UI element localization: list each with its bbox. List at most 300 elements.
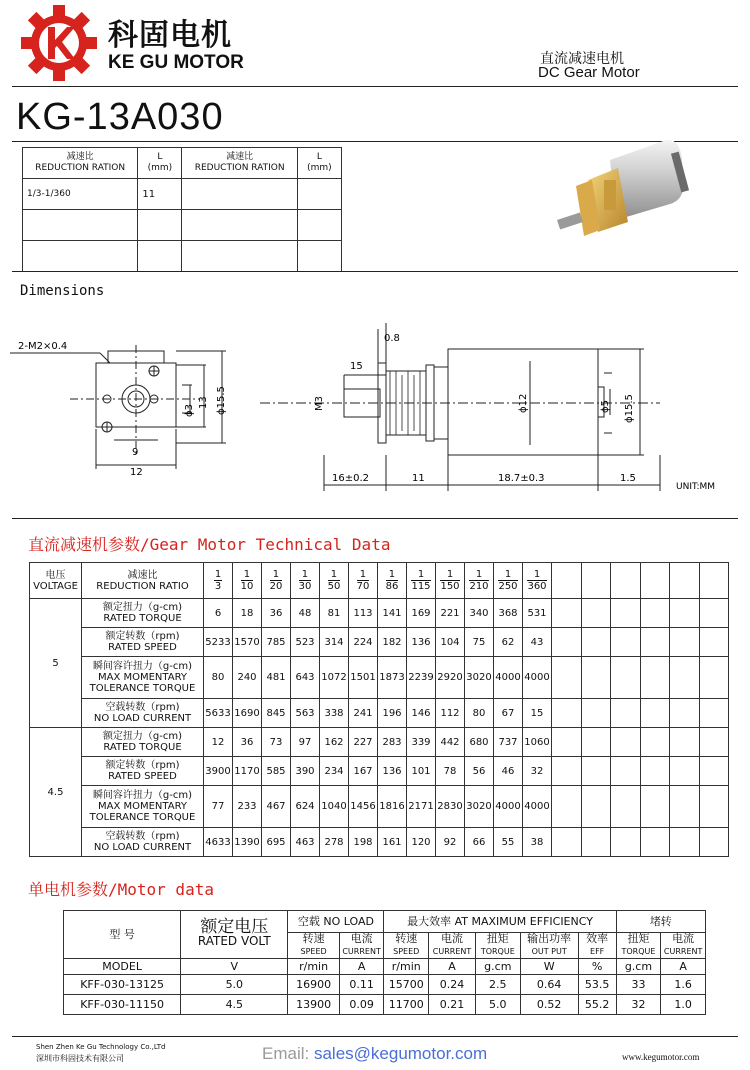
current-unit: A	[339, 959, 384, 975]
ratio-numerator: 1	[357, 569, 370, 581]
product-type-cn: 直流减速电机	[540, 51, 624, 67]
website-link[interactable]: www.kegumotor.com	[622, 1052, 700, 1062]
value-cell: 680	[465, 728, 494, 757]
dim-15b: 1.5	[620, 473, 636, 484]
product-photo	[548, 120, 698, 260]
voltage-cell: 5	[30, 599, 82, 728]
value-cell: 1060	[523, 728, 552, 757]
param-label-line: RATED SPEED	[108, 642, 177, 653]
value-cell: 737	[494, 728, 523, 757]
max-eff-header: 最大效率 AT MAXIMUM EFFICIENCY	[384, 911, 616, 933]
ratio-denominator: 20	[269, 581, 283, 592]
empty-cell	[552, 657, 582, 699]
table-row	[64, 995, 706, 1015]
speed-header-en: SPEED	[300, 947, 327, 956]
value-cell: 563	[291, 699, 320, 728]
ratio-denominator: 250	[498, 581, 518, 592]
ratio-header-en: REDUCTION RATION	[35, 163, 126, 173]
value-cell: 240	[233, 657, 262, 699]
table-row	[23, 148, 342, 179]
stall-current-cell: 1.0	[661, 995, 706, 1015]
value-cell: 136	[378, 757, 407, 786]
ratio-numerator: 1	[386, 569, 399, 581]
empty-cell	[670, 599, 700, 628]
eff-current-cell: 0.21	[429, 995, 476, 1015]
value-cell: 2239	[407, 657, 436, 699]
speed-header-en: SPEED	[393, 947, 420, 956]
nl-current-cell: 0.09	[339, 995, 384, 1015]
table-row	[64, 911, 706, 933]
empty-col-header	[670, 563, 700, 599]
empty-cell	[581, 728, 611, 757]
value-cell: 81	[320, 599, 349, 628]
value-cell: 233	[233, 786, 262, 828]
eff-speed-cell: 11700	[384, 995, 429, 1015]
value-cell: 241	[349, 699, 378, 728]
value-cell: 390	[291, 757, 320, 786]
current-unit: A	[429, 959, 476, 975]
value-cell: 1873	[378, 657, 407, 699]
current-header-cn: 电流	[441, 932, 464, 945]
empty-cell	[552, 786, 582, 828]
dim-phi12: ϕ12	[518, 393, 529, 413]
table-row	[64, 975, 706, 995]
param-label-line: 空载转数（rpm)	[105, 831, 180, 842]
product-type-en: DC Gear Motor	[538, 64, 640, 81]
value-cell: 1390	[233, 828, 262, 857]
ratio-col-header	[378, 563, 407, 599]
table-row	[30, 757, 729, 786]
dim-phi5: ϕ5	[600, 400, 611, 413]
ratio-col-header	[233, 563, 262, 599]
empty-cell	[670, 699, 700, 728]
table-row	[64, 959, 706, 975]
param-label-line: 额定转数（rpm)	[105, 631, 180, 642]
value-cell: 1456	[349, 786, 378, 828]
empty-cell	[640, 757, 670, 786]
dim-m3: M3	[314, 396, 325, 411]
dim-9: 9	[132, 447, 139, 458]
empty-cell	[670, 657, 700, 699]
empty-cell	[611, 828, 641, 857]
speed-header-cn: 转速	[302, 932, 325, 945]
value-cell: 785	[262, 628, 291, 657]
empty-cell	[611, 628, 641, 657]
param-label	[82, 728, 204, 757]
model-header-en: MODEL	[64, 959, 181, 975]
noload-header: 空载 NO LOAD	[288, 911, 384, 933]
eff-eff-cell: 55.2	[578, 995, 616, 1015]
nl-speed-cell: 16900	[288, 975, 339, 995]
value-cell: 46	[494, 757, 523, 786]
value-cell: 1501	[349, 657, 378, 699]
model-number: KG-13A030	[16, 96, 224, 138]
l-header: L	[316, 152, 322, 162]
value-cell: 4000	[523, 786, 552, 828]
value-cell: 221	[436, 599, 465, 628]
empty-col-header	[581, 563, 611, 599]
ratio-denominator: 210	[469, 581, 489, 592]
empty-cell	[640, 699, 670, 728]
empty-cell	[699, 628, 729, 657]
eff-header-en: EFF	[590, 947, 605, 956]
empty-cell	[699, 699, 729, 728]
value-cell: 167	[349, 757, 378, 786]
value-cell: 1690	[233, 699, 262, 728]
value-cell: 36	[233, 728, 262, 757]
value-cell: 227	[349, 728, 378, 757]
tech-data-table	[29, 562, 729, 857]
value-cell: 624	[291, 786, 320, 828]
ratio-col-header	[494, 563, 523, 599]
empty-cell	[552, 828, 582, 857]
speed-unit: r/min	[288, 959, 339, 975]
value-cell: 92	[436, 828, 465, 857]
dim-13: 13	[198, 396, 209, 409]
table-row	[30, 563, 729, 599]
voltage-header-en: VOLTAGE	[33, 580, 78, 592]
dim-phi155-front: ϕ15.5	[216, 386, 227, 415]
current-header-cn: 电流	[672, 932, 695, 945]
value-cell: 75	[465, 628, 494, 657]
value-cell: 146	[407, 699, 436, 728]
empty-cell	[552, 599, 582, 628]
param-label-line: 额定转数（rpm)	[105, 760, 180, 771]
value-cell: 182	[378, 628, 407, 657]
empty-cell	[611, 786, 641, 828]
volt-cell: 4.5	[181, 995, 288, 1015]
value-cell: 77	[204, 786, 233, 828]
dim-187: 18.7±0.3	[498, 473, 545, 484]
table-row	[30, 828, 729, 857]
table-row	[30, 699, 729, 728]
value-cell: 5633	[204, 699, 233, 728]
value-cell: 12	[204, 728, 233, 757]
empty-cell	[552, 628, 582, 657]
eff-output-cell: 0.64	[520, 975, 578, 995]
ratio-col-header	[523, 563, 552, 599]
email-label: Email:	[262, 1044, 314, 1063]
ratio-numerator: 1	[469, 569, 488, 581]
company-name-en: Shen Zhen Ke Gu Technology Co.,LTd	[36, 1043, 166, 1051]
value-cell: 18	[233, 599, 262, 628]
ratio-header-en: REDUCTION RATIO	[96, 580, 189, 592]
eff-torque-cell: 5.0	[475, 995, 520, 1015]
model-cell: KFF-030-13125	[64, 975, 181, 995]
nl-speed-cell: 13900	[288, 995, 339, 1015]
value-cell: 55	[494, 828, 523, 857]
value-cell: 3020	[465, 657, 494, 699]
value-cell: 2830	[436, 786, 465, 828]
dim-12: 12	[130, 467, 143, 478]
email-address[interactable]: sales@kegumotor.com	[313, 1044, 488, 1063]
param-label	[82, 757, 204, 786]
value-cell: 161	[378, 828, 407, 857]
ratio-denominator: 30	[298, 581, 312, 592]
ratio-col-header	[407, 563, 436, 599]
value-cell: 169	[407, 599, 436, 628]
dimensions-title: Dimensions	[20, 283, 105, 299]
ratio-table	[22, 147, 342, 272]
param-label-line: MAX MOMENTARY	[97, 672, 187, 683]
dim-16: 16±0.2	[332, 473, 370, 484]
empty-cell	[611, 699, 641, 728]
ratio-header-cn: 减速比	[226, 152, 254, 162]
speed-header-cn: 转速	[395, 932, 418, 945]
value-cell: 695	[262, 828, 291, 857]
empty-cell	[640, 828, 670, 857]
torque-header-cn: 扭矩	[486, 932, 509, 945]
nl-current-cell: 0.11	[339, 975, 384, 995]
empty-cell	[581, 786, 611, 828]
current-header-en: CURRENT	[663, 947, 703, 956]
header-divider	[12, 86, 738, 87]
value-cell: 3900	[204, 757, 233, 786]
ratio-denominator: 150	[440, 581, 460, 592]
value-cell: 463	[291, 828, 320, 857]
stall-torque-cell: 32	[616, 995, 661, 1015]
value-cell: 283	[378, 728, 407, 757]
value-cell: 73	[262, 728, 291, 757]
value-cell: 2920	[436, 657, 465, 699]
eff-eff-cell: 53.5	[578, 975, 616, 995]
table-row	[30, 728, 729, 757]
ratio-numerator: 1	[411, 569, 430, 581]
value-cell: 340	[465, 599, 494, 628]
ratio-denominator: 10	[240, 581, 254, 592]
ratio-denominator: 70	[356, 581, 370, 592]
value-cell: 3020	[465, 786, 494, 828]
value-cell: 314	[320, 628, 349, 657]
table-row	[23, 210, 342, 241]
volt-unit: V	[181, 959, 288, 975]
current-header-en: CURRENT	[432, 947, 472, 956]
l-unit: (mm)	[307, 163, 332, 173]
empty-cell	[581, 828, 611, 857]
param-label	[82, 699, 204, 728]
eff-current-cell: 0.24	[429, 975, 476, 995]
empty-cell	[611, 657, 641, 699]
empty-cell	[552, 699, 582, 728]
empty-cell	[611, 599, 641, 628]
value-cell: 845	[262, 699, 291, 728]
empty-cell	[640, 628, 670, 657]
model-cell: KFF-030-11150	[64, 995, 181, 1015]
empty-cell	[699, 657, 729, 699]
value-cell: 467	[262, 786, 291, 828]
current-unit: A	[661, 959, 706, 975]
ratio-denominator: 115	[411, 581, 431, 592]
value-cell: 198	[349, 828, 378, 857]
brand-name-en: KE GU MOTOR	[108, 52, 244, 73]
ratio-header-en: REDUCTION RATION	[194, 163, 285, 173]
value-cell: 97	[291, 728, 320, 757]
ratio-denominator: 86	[385, 581, 399, 592]
value-cell: 4000	[523, 657, 552, 699]
unit-note: UNIT:MM	[676, 482, 716, 492]
value-cell: 442	[436, 728, 465, 757]
value-cell: 278	[320, 828, 349, 857]
stall-header: 堵转	[616, 911, 705, 933]
empty-cell	[611, 757, 641, 786]
ratio-numerator: 1	[214, 569, 222, 580]
value-cell: 113	[349, 599, 378, 628]
empty-cell	[611, 728, 641, 757]
empty-cell	[699, 599, 729, 628]
ratio-col-header	[291, 563, 320, 599]
empty-cell	[670, 728, 700, 757]
screw-note: 2-M2×0.4	[18, 341, 68, 352]
param-label-line: RATED TORQUE	[103, 613, 182, 624]
l-unit: (mm)	[147, 163, 173, 173]
dim-08: 0.8	[384, 333, 400, 344]
ratio-header-cn: 减速比	[127, 569, 158, 581]
param-label-line: 额定扭力（g-cm)	[102, 602, 183, 613]
ratio-denominator: 3	[214, 581, 222, 592]
empty-cell	[670, 757, 700, 786]
stall-current-cell: 1.6	[661, 975, 706, 995]
output-header-cn: 输出功率	[527, 932, 572, 945]
value-cell: 234	[320, 757, 349, 786]
param-label-line: TOLERANCE TORQUE	[89, 683, 196, 694]
ratio-col-header	[349, 563, 378, 599]
value-cell: 38	[523, 828, 552, 857]
value-cell: 104	[436, 628, 465, 657]
stall-torque-cell: 33	[616, 975, 661, 995]
empty-cell	[640, 657, 670, 699]
empty-cell	[640, 728, 670, 757]
value-cell: 1040	[320, 786, 349, 828]
value-cell: 2171	[407, 786, 436, 828]
empty-cell	[581, 699, 611, 728]
volt-header-cn: 额定电压	[200, 917, 269, 937]
value-cell: 101	[407, 757, 436, 786]
table-row	[30, 599, 729, 628]
empty-cell	[699, 728, 729, 757]
eff-unit: %	[578, 959, 616, 975]
output-unit: W	[520, 959, 578, 975]
footer-divider	[12, 1036, 738, 1037]
ratio-col-header	[465, 563, 494, 599]
value-cell: 643	[291, 657, 320, 699]
empty-cell	[670, 786, 700, 828]
param-label	[82, 599, 204, 628]
empty-cell	[552, 728, 582, 757]
eff-speed-cell: 15700	[384, 975, 429, 995]
value-cell: 120	[407, 828, 436, 857]
empty-cell	[699, 757, 729, 786]
value-cell: 1072	[320, 657, 349, 699]
value-cell: 78	[436, 757, 465, 786]
torque-header-cn: 扭矩	[627, 932, 650, 945]
param-label-line: TOLERANCE TORQUE	[89, 812, 196, 823]
value-cell: 80	[204, 657, 233, 699]
ratio-numerator: 1	[527, 569, 546, 581]
value-cell: 531	[523, 599, 552, 628]
param-label-line: RATED SPEED	[108, 771, 177, 782]
ratio-header-cn: 减速比	[66, 152, 94, 162]
value-cell: 62	[494, 628, 523, 657]
model-header-cn: 型 号	[109, 927, 135, 941]
tech-data-title: 直流减速机参数/Gear Motor Technical Data	[28, 535, 391, 554]
empty-cell	[640, 786, 670, 828]
table-row	[30, 786, 729, 828]
empty-cell	[640, 599, 670, 628]
motor-data-title: 单电机参数/Motor data	[28, 880, 214, 899]
voltage-header-cn: 电压	[45, 569, 66, 581]
value-cell: 4633	[204, 828, 233, 857]
empty-cell	[699, 786, 729, 828]
value-cell: 5233	[204, 628, 233, 657]
eff-header-cn: 效率	[586, 932, 609, 945]
value-cell: 141	[378, 599, 407, 628]
empty-cell	[581, 657, 611, 699]
param-label-line: RATED TORQUE	[103, 742, 182, 753]
voltage-cell: 4.5	[30, 728, 82, 857]
value-cell: 66	[465, 828, 494, 857]
section-divider	[12, 271, 738, 272]
value-cell: 162	[320, 728, 349, 757]
table-row	[23, 241, 342, 272]
ratio-numerator: 1	[328, 569, 341, 581]
ratio-denominator: 50	[327, 581, 341, 592]
empty-col-header	[552, 563, 582, 599]
value-cell: 32	[523, 757, 552, 786]
value-cell: 80	[465, 699, 494, 728]
empty-col-header	[611, 563, 641, 599]
ratio-numerator: 1	[440, 569, 459, 581]
param-label-line: 额定扭力（g-cm)	[102, 731, 183, 742]
param-label	[82, 628, 204, 657]
table-row	[30, 628, 729, 657]
ratio-numerator: 1	[270, 569, 283, 581]
l-header: L	[157, 152, 163, 162]
eff-output-cell: 0.52	[520, 995, 578, 1015]
l-value: 11	[138, 179, 182, 210]
value-cell: 196	[378, 699, 407, 728]
contact-email[interactable]	[262, 1044, 487, 1064]
value-cell: 585	[262, 757, 291, 786]
empty-cell	[581, 599, 611, 628]
torque-header-en: TORQUE	[480, 947, 515, 956]
empty-cell	[581, 628, 611, 657]
param-label-line: NO LOAD CURRENT	[93, 842, 192, 853]
param-label-line: 瞬间容许扭力（g-cm)	[92, 661, 193, 672]
ratio-numerator: 1	[498, 569, 517, 581]
ratio-col-header	[204, 563, 233, 599]
value-cell: 1170	[233, 757, 262, 786]
value-cell: 481	[262, 657, 291, 699]
dim-phi155-side: ϕ15.5	[624, 394, 635, 423]
empty-cell	[581, 757, 611, 786]
value-cell: 48	[291, 599, 320, 628]
value-cell: 339	[407, 728, 436, 757]
value-cell: 67	[494, 699, 523, 728]
motor-data-table	[63, 910, 706, 1015]
value-cell: 4000	[494, 786, 523, 828]
param-label-line: MAX MOMENTARY	[97, 801, 187, 812]
value-cell: 338	[320, 699, 349, 728]
value-cell: 136	[407, 628, 436, 657]
speed-unit: r/min	[384, 959, 429, 975]
torque-unit: g.cm	[475, 959, 520, 975]
volt-cell: 5.0	[181, 975, 288, 995]
param-label-line: 空载转数（rpm)	[105, 702, 180, 713]
ratio-numerator: 1	[299, 569, 312, 581]
ratio-col-header	[262, 563, 291, 599]
torque-unit: g.cm	[616, 959, 661, 975]
param-label-line: 瞬间容许扭力（g-cm)	[92, 790, 193, 801]
